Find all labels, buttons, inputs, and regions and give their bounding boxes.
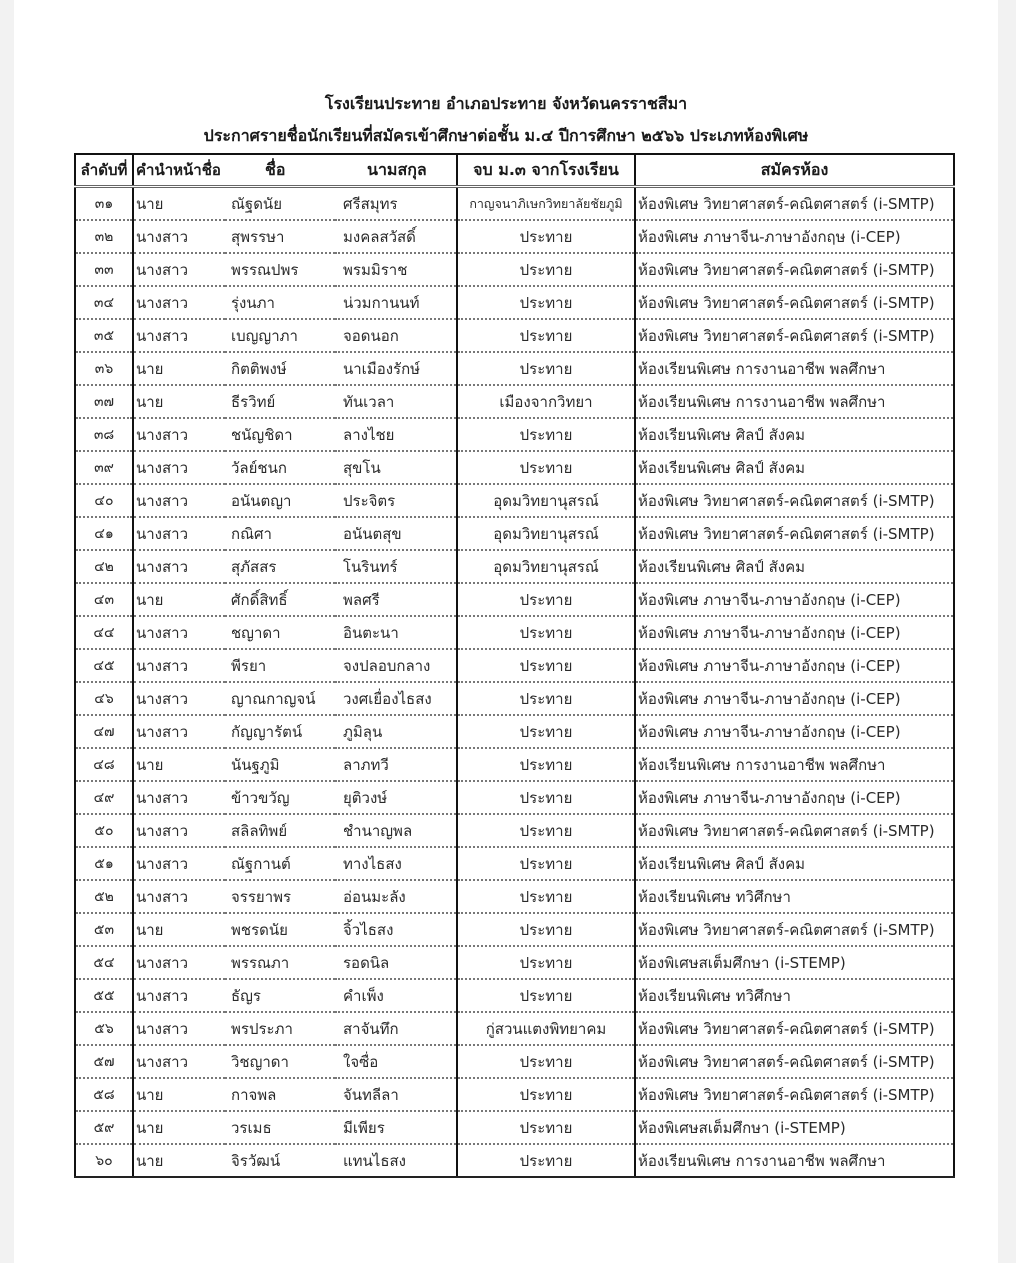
first-name: ณัฐดนัย	[225, 187, 335, 221]
row-number: ๓๖	[75, 352, 133, 385]
table-row	[75, 649, 954, 682]
table-row	[75, 550, 954, 583]
previous-school: ประทาย	[457, 715, 635, 748]
applied-room: ห้องพิเศษ วิทยาศาสตร์-คณิตศาสตร์ (i-SMTP)	[635, 484, 954, 517]
first-name: กัญญารัตน์	[225, 715, 335, 748]
applied-room: ห้องเรียนพิเศษ ทวิศึกษา	[635, 880, 954, 913]
applied-room: ห้องพิเศษ วิทยาศาสตร์-คณิตศาสตร์ (i-SMTP)	[635, 1012, 954, 1045]
table-row	[75, 682, 954, 715]
table-row	[75, 1144, 954, 1177]
row-number: ๓๒	[75, 220, 133, 253]
name-prefix: นางสาว	[133, 616, 225, 649]
name-prefix: นางสาว	[133, 814, 225, 847]
name-prefix: นางสาว	[133, 1045, 225, 1078]
applied-room: ห้องพิเศษสเต็มศึกษา (i-STEMP)	[635, 1111, 954, 1144]
last-name: อนันตสุข	[335, 517, 457, 550]
name-prefix: นาย	[133, 1078, 225, 1111]
name-prefix: นางสาว	[133, 1012, 225, 1045]
row-number: ๔๔	[75, 616, 133, 649]
name-prefix: นาย	[133, 583, 225, 616]
applied-room: ห้องเรียนพิเศษ ศิลป์ สังคม	[635, 550, 954, 583]
last-name: สุขโน	[335, 451, 457, 484]
name-prefix: นาย	[133, 1111, 225, 1144]
last-name: พลศรี	[335, 583, 457, 616]
document-page	[14, 0, 998, 1263]
applied-room: ห้องพิเศษ วิทยาศาสตร์-คณิตศาสตร์ (i-SMTP)	[635, 814, 954, 847]
row-number: ๓๘	[75, 418, 133, 451]
table-row	[75, 187, 954, 221]
first-name: พรประภา	[225, 1012, 335, 1045]
first-name: พรรณภา	[225, 946, 335, 979]
last-name: อินตะนา	[335, 616, 457, 649]
table-row	[75, 946, 954, 979]
row-number: ๓๔	[75, 286, 133, 319]
header-no: ลำดับที่	[75, 154, 133, 187]
applied-room: ห้องพิเศษ ภาษาจีน-ภาษาอังกฤษ (i-CEP)	[635, 649, 954, 682]
row-number: ๓๙	[75, 451, 133, 484]
previous-school: ประทาย	[457, 1144, 635, 1177]
last-name: จิ้วไธสง	[335, 913, 457, 946]
applied-room: ห้องพิเศษ วิทยาศาสตร์-คณิตศาสตร์ (i-SMTP)	[635, 253, 954, 286]
previous-school: ประทาย	[457, 352, 635, 385]
table-row	[75, 1012, 954, 1045]
name-prefix: นาย	[133, 187, 225, 221]
applied-room: ห้องพิเศษ วิทยาศาสตร์-คณิตศาสตร์ (i-SMTP)	[635, 1045, 954, 1078]
first-name: รุ่งนภา	[225, 286, 335, 319]
name-prefix: นางสาว	[133, 946, 225, 979]
student-list-table	[74, 153, 955, 1178]
table-row	[75, 979, 954, 1012]
row-number: ๕๐	[75, 814, 133, 847]
name-prefix: นาย	[133, 913, 225, 946]
first-name: กิตติพงษ์	[225, 352, 335, 385]
last-name: ทันเวลา	[335, 385, 457, 418]
first-name: ศักดิ์สิทธิ์	[225, 583, 335, 616]
first-name: กณิศา	[225, 517, 335, 550]
first-name: อนันตญา	[225, 484, 335, 517]
name-prefix: นางสาว	[133, 517, 225, 550]
first-name: เบญญาภา	[225, 319, 335, 352]
row-number: ๓๑	[75, 187, 133, 221]
first-name: สุพรรษา	[225, 220, 335, 253]
first-name: จิรวัฒน์	[225, 1144, 335, 1177]
previous-school: ประทาย	[457, 616, 635, 649]
row-number: ๔๐	[75, 484, 133, 517]
row-number: ๕๑	[75, 847, 133, 880]
row-number: ๔๒	[75, 550, 133, 583]
applied-room: ห้องเรียนพิเศษ การงานอาชีพ พลศึกษา	[635, 385, 954, 418]
first-name: ธีรวิทย์	[225, 385, 335, 418]
row-number: ๔๗	[75, 715, 133, 748]
row-number: ๕๔	[75, 946, 133, 979]
name-prefix: นางสาว	[133, 979, 225, 1012]
first-name: นันฐภูมิ	[225, 748, 335, 781]
last-name: โนรินทร์	[335, 550, 457, 583]
header-last-name: นามสกุล	[335, 154, 457, 187]
table-row	[75, 352, 954, 385]
applied-room: ห้องเรียนพิเศษ ศิลป์ สังคม	[635, 847, 954, 880]
previous-school: ประทาย	[457, 682, 635, 715]
applied-room: ห้องพิเศษ วิทยาศาสตร์-คณิตศาสตร์ (i-SMTP)	[635, 517, 954, 550]
row-number: ๕๓	[75, 913, 133, 946]
last-name: คำเพ็ง	[335, 979, 457, 1012]
last-name: จันทลีลา	[335, 1078, 457, 1111]
table-row	[75, 1111, 954, 1144]
previous-school: ประทาย	[457, 946, 635, 979]
first-name: ชญาดา	[225, 616, 335, 649]
first-name: สลิลทิพย์	[225, 814, 335, 847]
previous-school: ประทาย	[457, 418, 635, 451]
last-name: จงปลอบกลาง	[335, 649, 457, 682]
header-first-name: ชื่อ	[225, 154, 335, 187]
previous-school: ประทาย	[457, 583, 635, 616]
previous-school: ประทาย	[457, 286, 635, 319]
table-row	[75, 1078, 954, 1111]
last-name: วงศเยื่องไธสง	[335, 682, 457, 715]
row-number: ๕๙	[75, 1111, 133, 1144]
row-number: ๓๓	[75, 253, 133, 286]
name-prefix: นางสาว	[133, 682, 225, 715]
name-prefix: นางสาว	[133, 253, 225, 286]
table-row	[75, 715, 954, 748]
first-name: วัลย์ชนก	[225, 451, 335, 484]
row-number: ๔๙	[75, 781, 133, 814]
table-row	[75, 748, 954, 781]
applied-room: ห้องพิเศษ วิทยาศาสตร์-คณิตศาสตร์ (i-SMTP)	[635, 319, 954, 352]
row-number: ๔๓	[75, 583, 133, 616]
header-prefix: คำนำหน้าชื่อ	[133, 154, 225, 187]
row-number: ๕๘	[75, 1078, 133, 1111]
row-number: ๓๗	[75, 385, 133, 418]
last-name: ยุติวงษ์	[335, 781, 457, 814]
previous-school: ประทาย	[457, 451, 635, 484]
first-name: พีรยา	[225, 649, 335, 682]
first-name: จรรยาพร	[225, 880, 335, 913]
last-name: มีเพียร	[335, 1111, 457, 1144]
applied-room: ห้องพิเศษ วิทยาศาสตร์-คณิตศาสตร์ (i-SMTP)	[635, 1078, 954, 1111]
previous-school: ประทาย	[457, 781, 635, 814]
name-prefix: นางสาว	[133, 715, 225, 748]
row-number: ๕๖	[75, 1012, 133, 1045]
name-prefix: นางสาว	[133, 286, 225, 319]
previous-school: ประทาย	[457, 1045, 635, 1078]
applied-room: ห้องพิเศษ ภาษาจีน-ภาษาอังกฤษ (i-CEP)	[635, 220, 954, 253]
previous-school: ประทาย	[457, 253, 635, 286]
first-name: ญาณกาญจน์	[225, 682, 335, 715]
previous-school: ประทาย	[457, 880, 635, 913]
last-name: นาเมืองรักษ์	[335, 352, 457, 385]
last-name: ประจิตร	[335, 484, 457, 517]
row-number: ๕๕	[75, 979, 133, 1012]
previous-school: ประทาย	[457, 1078, 635, 1111]
table-row	[75, 517, 954, 550]
applied-room: ห้องพิเศษ วิทยาศาสตร์-คณิตศาสตร์ (i-SMTP)	[635, 187, 954, 221]
last-name: ชำนาญพล	[335, 814, 457, 847]
previous-school: อุดมวิทยานุสรณ์	[457, 517, 635, 550]
name-prefix: นางสาว	[133, 847, 225, 880]
table-row	[75, 913, 954, 946]
first-name: ชนัญชิดา	[225, 418, 335, 451]
first-name: พรรณปพร	[225, 253, 335, 286]
row-number: ๔๑	[75, 517, 133, 550]
name-prefix: นาย	[133, 352, 225, 385]
previous-school: ประทาย	[457, 748, 635, 781]
name-prefix: นางสาว	[133, 418, 225, 451]
announcement-title: ประกาศรายชื่อนักเรียนที่สมัครเข้าศึกษาต่อชั้น ม.๔ ปีการศึกษา ๒๕๖๖ ประเภทห้องพิเศษ	[203, 126, 809, 145]
last-name: ใจซื่อ	[335, 1045, 457, 1078]
last-name: ลางไชย	[335, 418, 457, 451]
previous-school: ประทาย	[457, 649, 635, 682]
row-number: ๖๐	[75, 1144, 133, 1177]
table-row	[75, 451, 954, 484]
first-name: ข้าวขวัญ	[225, 781, 335, 814]
table-row	[75, 253, 954, 286]
last-name: ภูมิลุน	[335, 715, 457, 748]
previous-school: ประทาย	[457, 319, 635, 352]
applied-room: ห้องเรียนพิเศษ การงานอาชีพ พลศึกษา	[635, 748, 954, 781]
last-name: มงคลสวัสดิ์	[335, 220, 457, 253]
first-name: กาจพล	[225, 1078, 335, 1111]
table-header-row	[75, 154, 954, 187]
name-prefix: นาย	[133, 1144, 225, 1177]
name-prefix: นาย	[133, 385, 225, 418]
applied-room: ห้องพิเศษสเต็มศึกษา (i-STEMP)	[635, 946, 954, 979]
first-name: วรเมธ	[225, 1111, 335, 1144]
last-name: อ่อนมะลัง	[335, 880, 457, 913]
table-row	[75, 385, 954, 418]
last-name: ศรีสมุทร	[335, 187, 457, 221]
table-body	[75, 187, 954, 1178]
previous-school: อุดมวิทยานุสรณ์	[457, 550, 635, 583]
name-prefix: นางสาว	[133, 484, 225, 517]
table-row	[75, 781, 954, 814]
previous-school: อุดมวิทยานุสรณ์	[457, 484, 635, 517]
table-row	[75, 814, 954, 847]
name-prefix: นางสาว	[133, 319, 225, 352]
previous-school: ประทาย	[457, 979, 635, 1012]
row-number: ๕๗	[75, 1045, 133, 1078]
table-row	[75, 484, 954, 517]
row-number: ๔๘	[75, 748, 133, 781]
last-name: รอดนิล	[335, 946, 457, 979]
applied-room: ห้องพิเศษ วิทยาศาสตร์-คณิตศาสตร์ (i-SMTP)	[635, 286, 954, 319]
previous-school: ประทาย	[457, 814, 635, 847]
applied-room: ห้องพิเศษ ภาษาจีน-ภาษาอังกฤษ (i-CEP)	[635, 715, 954, 748]
header-room: สมัครห้อง	[635, 154, 954, 187]
previous-school: กาญจนาภิเษกวิทยาลัยชัยภูมิ	[457, 187, 635, 221]
applied-room: ห้องพิเศษ ภาษาจีน-ภาษาอังกฤษ (i-CEP)	[635, 616, 954, 649]
table-row	[75, 286, 954, 319]
previous-school: ประทาย	[457, 913, 635, 946]
name-prefix: นาย	[133, 748, 225, 781]
previous-school: กู่สวนแตงพิทยาคม	[457, 1012, 635, 1045]
applied-room: ห้องพิเศษ วิทยาศาสตร์-คณิตศาสตร์ (i-SMTP)	[635, 913, 954, 946]
previous-school: เมืองจากวิทยา	[457, 385, 635, 418]
name-prefix: นางสาว	[133, 781, 225, 814]
applied-room: ห้องเรียนพิเศษ การงานอาชีพ พลศึกษา	[635, 1144, 954, 1177]
row-number: ๔๕	[75, 649, 133, 682]
applied-room: ห้องเรียนพิเศษ ศิลป์ สังคม	[635, 451, 954, 484]
name-prefix: นางสาว	[133, 550, 225, 583]
previous-school: ประทาย	[457, 847, 635, 880]
row-number: ๓๕	[75, 319, 133, 352]
applied-room: ห้องพิเศษ ภาษาจีน-ภาษาอังกฤษ (i-CEP)	[635, 682, 954, 715]
school-title: โรงเรียนประทาย อำเภอประทาย จังหวัดนครราชสีมา	[324, 94, 688, 113]
first-name: ณัฐกานต์	[225, 847, 335, 880]
table-row	[75, 616, 954, 649]
applied-room: ห้องเรียนพิเศษ การงานอาชีพ พลศึกษา	[635, 352, 954, 385]
last-name: พรมมิราช	[335, 253, 457, 286]
applied-room: ห้องพิเศษ ภาษาจีน-ภาษาอังกฤษ (i-CEP)	[635, 781, 954, 814]
first-name: วิชญาดา	[225, 1045, 335, 1078]
applied-room: ห้องเรียนพิเศษ ศิลป์ สังคม	[635, 418, 954, 451]
table-row	[75, 1045, 954, 1078]
table-row	[75, 583, 954, 616]
name-prefix: นางสาว	[133, 649, 225, 682]
last-name: จอดนอก	[335, 319, 457, 352]
header-school: จบ ม.๓ จากโรงเรียน	[457, 154, 635, 187]
last-name: ลาภทวี	[335, 748, 457, 781]
applied-room: ห้องเรียนพิเศษ ทวิศึกษา	[635, 979, 954, 1012]
table-row	[75, 319, 954, 352]
table-row	[75, 220, 954, 253]
previous-school: ประทาย	[457, 220, 635, 253]
name-prefix: นางสาว	[133, 220, 225, 253]
first-name: พชรดนัย	[225, 913, 335, 946]
name-prefix: นางสาว	[133, 880, 225, 913]
last-name: สาจันทึก	[335, 1012, 457, 1045]
previous-school: ประทาย	[457, 1111, 635, 1144]
last-name: แทนไธสง	[335, 1144, 457, 1177]
first-name: สุภัสสร	[225, 550, 335, 583]
row-number: ๕๒	[75, 880, 133, 913]
last-name: น่วมกานนท์	[335, 286, 457, 319]
table-row	[75, 880, 954, 913]
applied-room: ห้องพิเศษ ภาษาจีน-ภาษาอังกฤษ (i-CEP)	[635, 583, 954, 616]
name-prefix: นางสาว	[133, 451, 225, 484]
last-name: ทางไธสง	[335, 847, 457, 880]
table-row	[75, 847, 954, 880]
row-number: ๔๖	[75, 682, 133, 715]
table-row	[75, 418, 954, 451]
first-name: ธัญร	[225, 979, 335, 1012]
